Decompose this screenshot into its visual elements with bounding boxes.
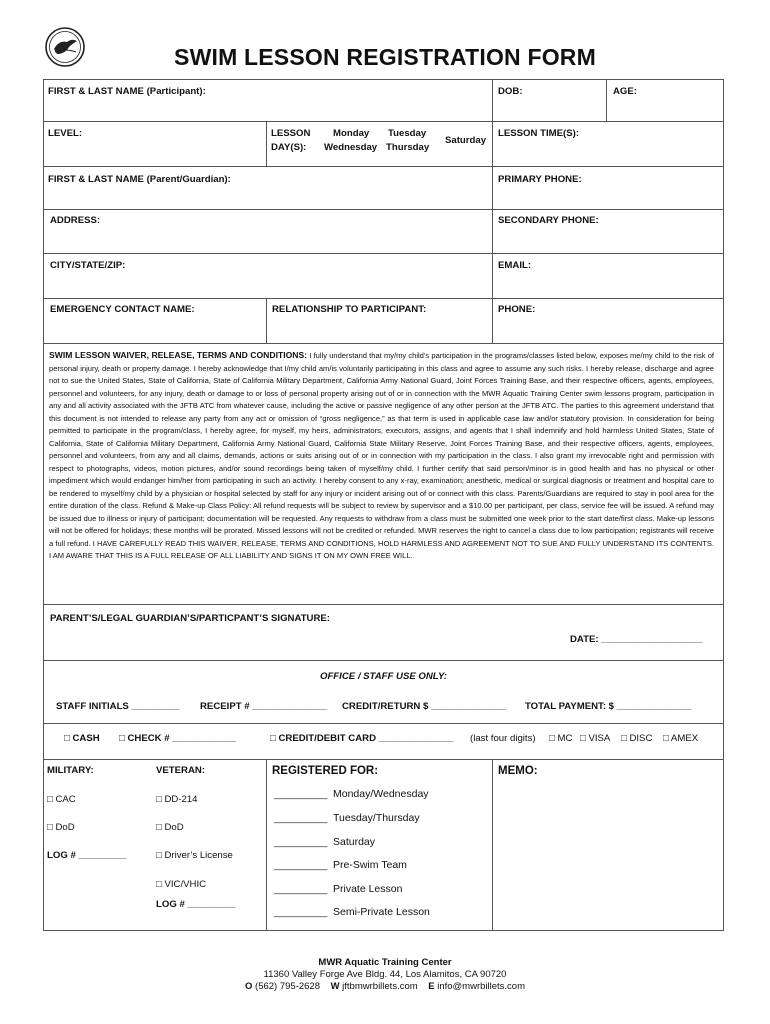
primary-phone-cell[interactable]: [492, 166, 724, 210]
signature-label: PARENT’S/LEGAL GUARDIAN’S/PARTICPANT’S SIGNATURE:: [50, 613, 331, 624]
participant-name-label: FIRST & LAST NAME (Participant):: [48, 86, 206, 97]
address-cell[interactable]: [43, 209, 493, 254]
city-label: CITY/STATE/ZIP:: [50, 260, 126, 271]
credit-return-field[interactable]: CREDIT/RETURN $ ______________: [342, 701, 506, 712]
check-field[interactable]: □ CHECK # ____________: [119, 733, 237, 744]
registered-option: Pre-Swim Team: [333, 859, 407, 871]
last-four-label: (last four digits): [470, 733, 536, 744]
amex-checkbox[interactable]: □ AMEX: [663, 733, 699, 744]
footer-email[interactable]: info@mwrbillets.com: [437, 981, 525, 992]
military-dod-checkbox[interactable]: □ DoD: [47, 822, 75, 833]
waiver-heading: SWIM LESSON WAIVER, RELEASE, TERMS AND CONDITIONS:: [49, 350, 308, 360]
veteran-label: VETERAN:: [156, 765, 206, 776]
email-label: EMAIL:: [498, 260, 532, 271]
day-thursday[interactable]: Thursday: [386, 142, 430, 153]
lesson-time-label: LESSON TIME(S):: [498, 128, 580, 139]
veteran-vic-checkbox[interactable]: □ VIC/VHIC: [156, 879, 207, 890]
office-heading: OFFICE / STAFF USE ONLY:: [319, 671, 448, 682]
registered-blank[interactable]: __________: [274, 907, 328, 918]
registered-blank[interactable]: __________: [274, 860, 328, 871]
form-title: SWIM LESSON REGISTRATION FORM: [174, 44, 596, 70]
memo-box[interactable]: [492, 759, 724, 931]
footer-org: MWR Aquatic Training Center: [318, 957, 452, 968]
office-divider: [43, 723, 724, 724]
dob-label: DOB:: [498, 86, 523, 97]
level-label: LEVEL:: [48, 128, 83, 139]
military-label: MILITARY:: [47, 765, 94, 776]
registered-blank[interactable]: __________: [274, 884, 328, 895]
staff-initials-field[interactable]: STAFF INITIALS _________: [56, 701, 180, 712]
footer-phone: (562) 795-2628: [255, 981, 320, 992]
visa-checkbox[interactable]: □ VISA: [580, 733, 611, 744]
veteran-log-field[interactable]: LOG # _________: [156, 899, 236, 910]
guardian-name-label: FIRST & LAST NAME (Parent/Guardian):: [48, 174, 231, 185]
registered-option: Tuesday/Thursday: [333, 812, 420, 824]
registered-option: Private Lesson: [333, 883, 403, 895]
lesson-days-label-2: DAY(S):: [271, 142, 307, 153]
disc-checkbox[interactable]: □ DISC: [621, 733, 653, 744]
footer-w-label: W: [330, 981, 340, 992]
lesson-days-label-1: LESSON: [271, 128, 311, 139]
veteran-dod-checkbox[interactable]: □ DoD: [156, 822, 184, 833]
emergency-phone-label: PHONE:: [498, 304, 536, 315]
primary-phone-label: PRIMARY PHONE:: [498, 174, 582, 185]
military-log-field[interactable]: LOG # _________: [47, 850, 127, 861]
registered-blank[interactable]: __________: [274, 789, 328, 800]
emergency-contact-label: EMERGENCY CONTACT NAME:: [50, 304, 195, 315]
cash-checkbox[interactable]: □ CASH: [64, 733, 100, 744]
registered-blank[interactable]: __________: [274, 813, 328, 824]
registered-blank[interactable]: __________: [274, 837, 328, 848]
waiver-body: I fully understand that my/my child’s participation in the programs/classes listed below, exposes me/my child to the risk of personal injury, death or property damage. I hereby acknowledge that I/my child am/is voluntarily participating in this class and agree to assume any such risks. I hereby release, discharge and agree not to sue the United States, State of California, State of California Military Department, California Army National Guard, Joint Forces Training Base, and their respective officers, agents, employees, personnel and volunteers, for any injury, death or damage to or loss of personal property arising out of or in connection with the MWR Aquatic Training Center swim lessons program, participation in any and all activity associated with the JFTB ATC from whatever cause, including the active or passive negligence of any other person at the JFTB ATC. The parties to this agreement understand that this document is not intended to release any party from any act or omission of “gross negligence,” as that term is used in applicable case law and/or statutory provision. In consideration for being permitted to participate in the program/class, I hereby agree, for myself, my heirs, administrators, executors, assigns, and agents that I shall indemnify and hold harmless United States, State of California, State of California Military Department, California Army National Guard, California State Military Reserve, Joint Forces Training Base, and their respective officers, agents, employees, personnel and volunteers, from any and all claims, demands, actions or suits arising out of or in connection with my participation in the class. I also grant my irrevocable right and permission with respect to photographs, videos, motion pictures, and/or sound recordings being taken of myself/my child. I further certify that said person/minor is in good health and has no physical or other impediment which would endanger him/her from participating in such an activity. I hereby consent to any x-ray, examination; anesthetic, medical or surgical diagnosis or treatment and hospital care to be rendered to myself/my child by a physician or hospital selected by staff for any injury or incident arising out of or connect with this class. Parents/Guardians are required to stay in pool area for the entire duration of the class. Refund & Make-up Class Policy: All refund requests will be subject to review by supervisor and a $10.00 per participant, per class, service fee will be issued. A refund may be issued due to illness or injury of participant; documentation will be requested. Any requests to withdraw from a class must be submitted one week prior to the start date/first class. Make-up lessons will not be offered for holidays; these months will be prorated. Missed lessons will not be credited or refunded. MWR reserves the right to cancel a class due to low participation; registrants will receive a full refund. I HAVE CAREFULLY READ THIS WAIVER, RELEASE, TERMS AND CONDITIONS, HOLD HARMLESS AND AGREEMENT NOT TO SUE AND FULLY UNDERSTAND ITS CONTENTS. I AM AWARE THAT THIS IS A FULL RELEASE OF ALL LIABILITY AND SIGNS IT ON MY OWN FREE WILL.: [49, 351, 714, 560]
age-label: AGE:: [613, 86, 637, 97]
footer-o-label: O: [245, 981, 253, 992]
day-tuesday[interactable]: Tuesday: [388, 128, 427, 139]
day-saturday[interactable]: Saturday: [445, 135, 487, 146]
veteran-dd214-checkbox[interactable]: □ DD-214: [156, 794, 198, 805]
footer-address: 11360 Valley Forge Ave Bldg. 44, Los Alamitos, CA 90720: [263, 969, 507, 980]
guardian-name-cell[interactable]: [43, 166, 493, 210]
secondary-phone-label: SECONDARY PHONE:: [498, 215, 599, 226]
address-label: ADDRESS:: [50, 215, 101, 226]
day-wednesday[interactable]: Wednesday: [324, 142, 378, 153]
footer-contact: [0, 981, 770, 993]
mc-checkbox[interactable]: □ MC: [549, 733, 573, 744]
waiver-text: [49, 349, 714, 563]
receipt-field[interactable]: RECEIPT # ______________: [200, 701, 327, 712]
memo-label: MEMO:: [498, 765, 538, 777]
registered-option: Semi-Private Lesson: [333, 906, 430, 918]
credit-debit-field[interactable]: □ CREDIT/DEBIT CARD ______________: [270, 733, 454, 744]
footer-e-label: E: [428, 981, 435, 992]
registered-option: Monday/Wednesday: [333, 788, 429, 800]
veteran-drivers-license-checkbox[interactable]: □ Driver’s License: [156, 850, 233, 861]
footer-web[interactable]: jftbmwrbillets.com: [342, 981, 418, 992]
registered-for-label: REGISTERED FOR:: [272, 765, 379, 777]
day-monday[interactable]: Monday: [333, 128, 370, 139]
total-payment-field[interactable]: TOTAL PAYMENT: $ ______________: [525, 701, 692, 712]
date-field[interactable]: DATE: ___________________: [570, 634, 703, 645]
military-cac-checkbox[interactable]: □ CAC: [47, 794, 76, 805]
relationship-label: RELATIONSHIP TO PARTICIPANT:: [272, 304, 427, 315]
registered-option: Saturday: [333, 836, 376, 848]
